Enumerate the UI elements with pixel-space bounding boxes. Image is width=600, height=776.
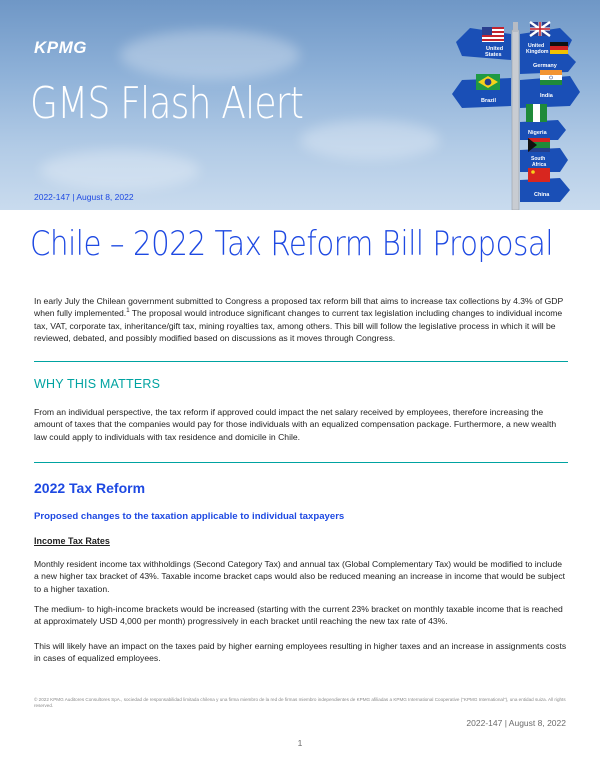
why-this-matters-text: From an individual perspective, the tax reform if approved could impact the net salary received by employees, therefore increasing the amount of taxes that the companies would pay for those individuals with an equalized compensation package. Furthermore, a new wealth law could apply to individuals with tax residence and domicile in Chile. [34,407,557,442]
sign-label-line: United [486,46,504,52]
page-number: 1 [297,738,303,748]
reform-paragraph-1 [34,558,568,595]
section-divider [34,462,568,463]
sign-label-line: United [528,43,545,49]
legal-notice: © 2022 KPMG Auditores Consultores SpA., sociedad de responsabilidad limitada chilena y una firma miembro de la red de firmas miembro independientes de KPMG afiliadas a KPMG International Cooperative ("KPMG International"), una entidad suiza. All rights reserved. [34,697,566,709]
header-banner [0,0,600,210]
income-tax-rates-heading: Income Tax Rates [34,536,110,546]
reform-paragraph-3 [34,640,568,665]
proposed-changes-subheading: Proposed changes to the taxation applicable to individual taxpayers [34,511,345,522]
intro-paragraph [34,295,568,344]
sign-label-line: India [540,93,553,99]
reform-text-1: Monthly resident income tax withholdings (Second Category Tax) and annual tax (Global Complementary Tax) would be modified to include a new higher tax bracket of 43%. Taxable income bracket caps would also be reduced meaning an increase in income that would be subject to a higher taxation. [34,559,566,594]
sign-label-line: Kingdom [526,49,549,55]
nigeria-flag-icon [526,104,533,122]
intro-text-continued: The proposal would introduce significant changes to current tax legislation including changes to individual income tax, VAT, corporate tax, inheritance/gift tax, mining royalties tax, among others. This bill will follow the legislative process in which it will be reviewed, debated, and possibly modified based on discussions as it moves through Congress. [34,308,563,343]
reform-text-2: The medium- to high-income brackets would be increased (starting with the current 23% bracket on monthly taxable income that is reached at approximately USD 4,000 per month) progressively in each bracket until reaching the new tax rate of 43%. [34,604,563,627]
why-this-matters-heading: WHY THIS MATTERS [34,377,161,391]
sign-label-line: Nigeria [528,130,547,136]
sign-china [520,168,570,202]
sign-nigeria [520,104,566,140]
sign-south-africa [520,138,568,172]
section-divider [34,361,568,362]
reform-text-3: This will likely have an impact on the taxes paid by higher earning employees resulting in higher taxes and an increase in assignments costs in cases of equalized employees. [34,641,567,664]
intro-text: In early July the Chilean government submitted to Congress a proposed tax reform bill that aims to increase tax collections by 4.3% of GDP when fully implemented. [34,296,564,319]
document-title: Chile – 2022 Tax Reform Bill Proposal [30,224,554,264]
reform-paragraph-2 [34,603,568,628]
flash-alert-title: GMS Flash Alert [30,78,304,129]
sign-label-line: Africa [532,162,547,168]
china-flag-icon [528,168,550,182]
sign-brazil [452,74,511,108]
issue-date: 2022-147 | August 8, 2022 [34,192,134,202]
sign-united-states [456,27,511,60]
sign-label-line: Germany [533,63,557,69]
footnote-ref-link[interactable]: 1 [126,308,130,315]
why-this-matters-paragraph [34,406,568,443]
sign-label-line: China [534,192,550,198]
sign-label-line: States [485,52,502,58]
germany-flag-icon [550,42,568,46]
signpost-illustration [0,0,600,210]
tax-reform-heading: 2022 Tax Reform [34,480,146,496]
sign-india [520,70,580,108]
kpmg-logo: KPMG [34,38,87,57]
sign-label-line: Brazil [481,98,496,104]
footer-issue-date: 2022-147 | August 8, 2022 [466,718,566,728]
sign-label-line: South [531,156,546,162]
india-flag-icon [540,70,562,75]
